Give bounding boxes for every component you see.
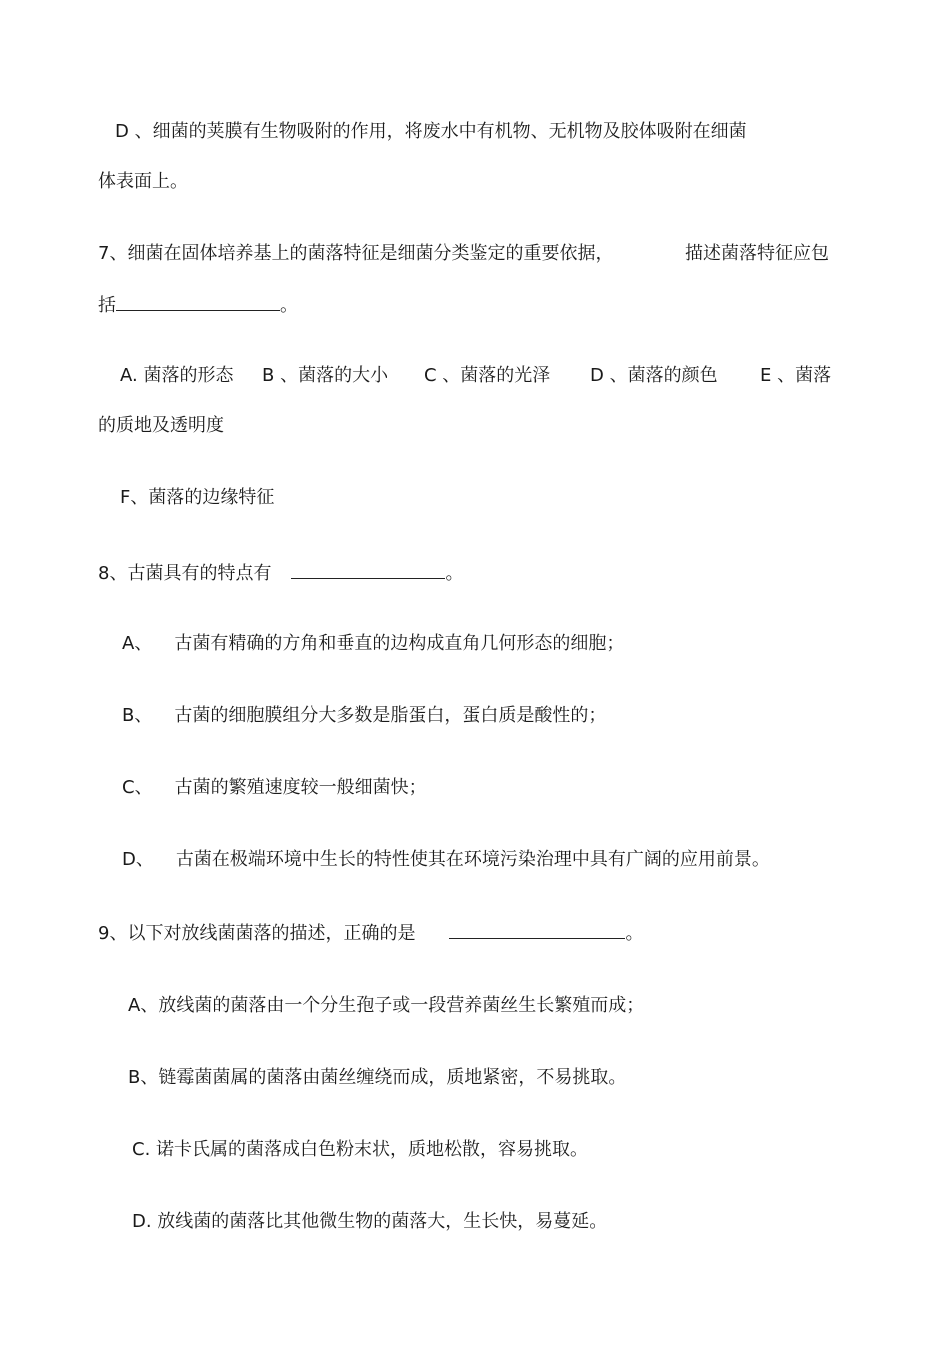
q8-option-d-label: D、	[122, 849, 154, 870]
q7-option-c: C 、菌落的光泽	[424, 365, 551, 386]
q8-option-a-text: 古菌有精确的方角和垂直的边构成直角几何形态的细胞；	[174, 633, 625, 654]
q8-option-c-label: C、	[122, 777, 153, 798]
q8-option-d-text: 古菌在极端环境中生长的特性使其在环境污染治理中具有广阔的应用前景。	[175, 849, 770, 870]
q8-answer-blank	[291, 560, 445, 579]
q7-option-e: E 、菌落	[760, 365, 832, 386]
q6-option-d-line2: 体表面上。	[98, 171, 188, 192]
q7-stem-part1: 7、细菌在固体培养基上的菌落特征是细菌分类鉴定的重要依据，	[98, 243, 614, 264]
q9-stem-line	[98, 920, 643, 946]
q8-option-d	[122, 848, 770, 872]
q7-stem-part2: 描述菌落特征应包	[685, 243, 829, 264]
q7-option-f: F、菌落的边缘特征	[120, 487, 275, 508]
q7-option-a: A. 菌落的形态	[120, 365, 234, 386]
q8-option-b-text: 古菌的细胞膜组分大多数是脂蛋白，蛋白质是酸性的；	[174, 705, 607, 726]
q9-option-c: C. 诺卡氏属的菌落成白色粉末状，质地松散，容易挑取。	[132, 1139, 589, 1160]
q8-stem-line	[98, 560, 463, 586]
q7-stem-prefix: 括	[98, 295, 116, 316]
q9-stem: 9、以下对放线菌菌落的描述，正确的是	[98, 923, 416, 944]
q7-stem-line2	[98, 292, 298, 318]
q6-option-d-line1: D 、细菌的荚膜有生物吸附的作用，将废水中有机物、无机物及胶体吸附在细菌	[115, 121, 747, 142]
q9-stem-suffix: 。	[625, 923, 644, 944]
q9-option-a: A、放线菌的菌落由一个分生孢子或一段营养菌丝生长繁殖而成；	[128, 995, 645, 1016]
q9-option-b: B、链霉菌菌属的菌落由菌丝缠绕而成，质地紧密，不易挑取。	[128, 1067, 627, 1088]
q8-option-a-label: A、	[122, 633, 153, 654]
q9-option-d: D. 放线菌的菌落比其他微生物的菌落大，生长快，易蔓延。	[132, 1211, 608, 1232]
q7-option-d: D 、菌落的颜色	[590, 365, 718, 386]
q7-answer-blank	[116, 292, 280, 311]
q8-stem: 8、古菌具有的特点有	[98, 563, 272, 584]
q8-option-c-text: 古菌的繁殖速度较一般细菌快；	[174, 777, 427, 798]
q8-option-a	[122, 632, 624, 656]
q7-option-b: B 、菌落的大小	[262, 365, 389, 386]
q7-stem-suffix: 。	[280, 295, 298, 316]
q8-option-c	[122, 776, 427, 800]
q8-option-b	[122, 704, 606, 728]
q8-stem-suffix: 。	[445, 563, 464, 584]
q9-answer-blank	[449, 920, 625, 939]
q7-option-e-cont: 的质地及透明度	[98, 415, 224, 436]
q8-option-b-label: B、	[122, 705, 153, 726]
